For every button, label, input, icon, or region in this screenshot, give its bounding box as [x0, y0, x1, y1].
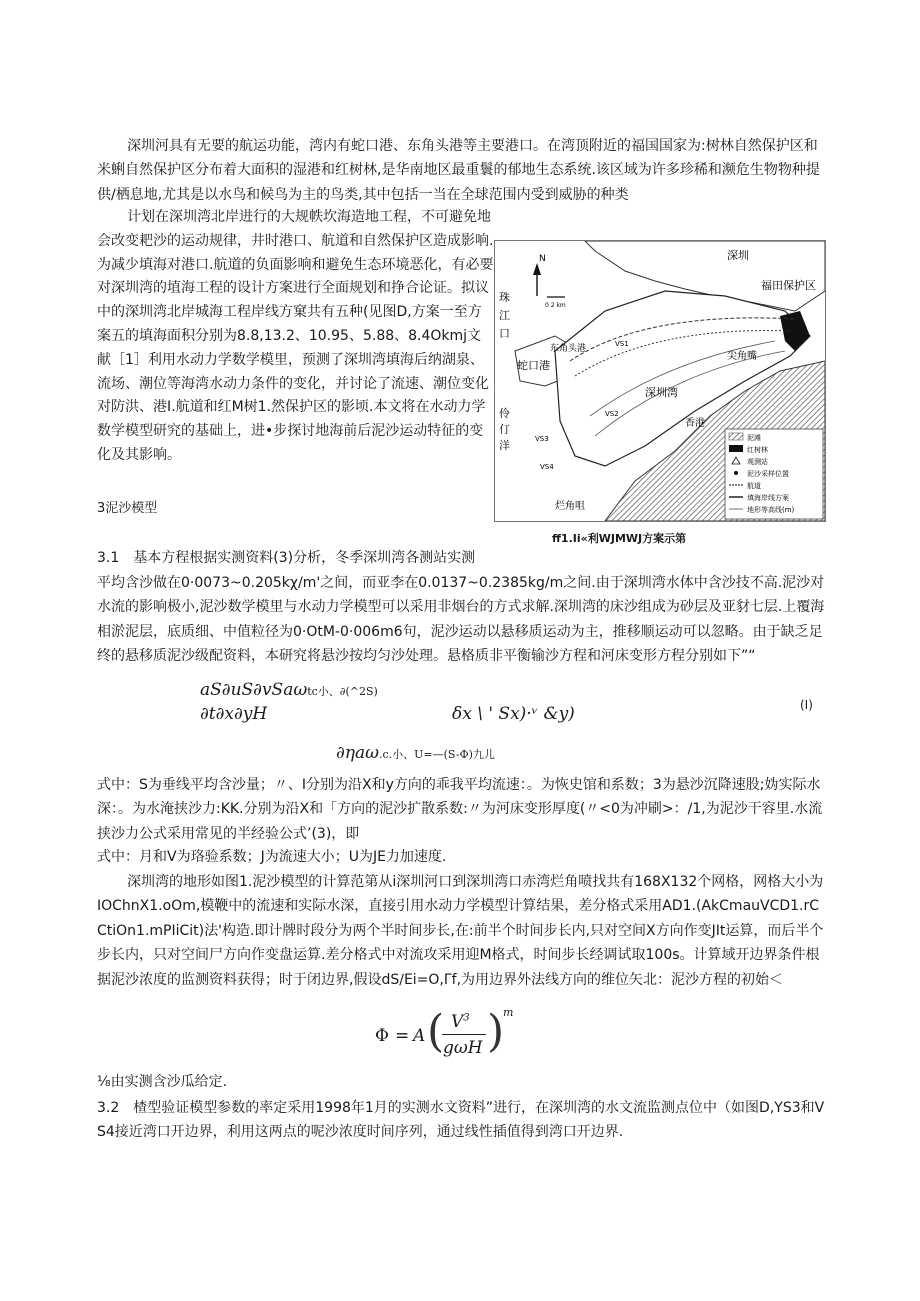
- label-shenzhenwan: 深圳湾: [645, 386, 678, 399]
- label-zhujiangkou-3: 口: [499, 327, 510, 340]
- equation-1-number: (I): [800, 698, 813, 712]
- paragraph-intro: 深圳河具有无要的航运功能，湾内有蛇口港、东角头港等主要港口。在湾顶附近的福国国家为:树林自然保护区和米蜊自然保护区分布着大面积的湿港和红树林,是华南地区最重鬟的郁地生态系统.该区域为许多珍稀和濒危生物物种提供/栖息地,尤其是以水鸟和候鸟为主的鸟类,其中包括一当在全球范围内受到威胁的种类: [97, 138, 820, 203]
- paragraph-3-2: 3.2 楂型验证模型参数的率定采用1998年1月的实测水文资料”进行，在深圳湾的水文流监测点位中（如图D,YS3和VS4接近湾口开边界，利用这两点的呢沙浓度时间序列，通过线性插值得到湾口开边界.: [97, 1100, 825, 1141]
- formula-capacity: [375, 1006, 545, 1066]
- legend-reclamation: 填海岸线方案: [747, 494, 789, 502]
- legend-mangrove: 红树林: [747, 446, 768, 454]
- figure-map: [494, 240, 826, 522]
- north-label: N: [539, 254, 546, 264]
- legend-mudflat: 泥滩: [747, 434, 761, 442]
- label-lingdingyang-3: 洋: [499, 439, 510, 452]
- scale-label: 0 2 km: [545, 302, 566, 309]
- station-vs2: VS2: [605, 410, 619, 418]
- label-zhujiangkou-2: 江: [499, 309, 510, 322]
- label-lingdingyang-2: 仃: [499, 423, 510, 436]
- station-vs4: VS4: [540, 463, 554, 471]
- equation-1-line1: aS∂uS∂vSaωtc小、∂(^2S): [200, 680, 378, 700]
- equation-1-line2-left: ∂t∂x∂yH: [200, 704, 268, 724]
- formula-denominator: gωH: [443, 1038, 483, 1058]
- paragraph-initial: ⅛由实测含沙瓜给定.: [97, 1074, 228, 1090]
- label-lingdingyang-1: 伶: [499, 407, 510, 420]
- section-heading: 3泥沙模型: [97, 501, 158, 516]
- equation-2: ∂ηaω.c.小、U=—(S-Φ)九儿: [336, 743, 495, 763]
- map-svg: [495, 241, 825, 521]
- label-shekou: 蛇口港: [517, 359, 550, 372]
- label-xianggang: 香港: [685, 418, 705, 429]
- formula-lhs: Φ: [375, 1026, 389, 1046]
- paragraph-3-1-intro: 3.1 基本方程根据实测资料(3)分析，冬季深圳湾各测站实测: [97, 550, 476, 566]
- label-lanjiaozui: 烂角咀: [555, 501, 585, 512]
- formula-numerator: $V^3$: [451, 1012, 470, 1032]
- label-futian: 福田保护区: [761, 279, 816, 292]
- equation-1-line2-right: δx \ ' Sx)·ᵛ &y): [452, 704, 575, 724]
- station-vs1: VS1: [615, 340, 629, 348]
- figure-caption: ff1.Ii«利WJMWJ方案示第: [552, 532, 687, 545]
- formula-paren-left: (: [427, 1006, 445, 1057]
- label-dongjiaotou: 东角头港: [550, 344, 587, 354]
- label-jianweizui: 尖角嘴: [727, 351, 757, 362]
- formula-eq: =: [395, 1026, 410, 1046]
- station-vs3: VS3: [535, 435, 549, 443]
- paragraph-reclamation: 计划在深圳湾北岸进行的大规帙坎海造地工程，不可避免地会改变耙沙的运动规律，井时港口、航道和自然保护区造成影响.为减少填海对港口.航道的负面影响和避免生态环境恶化，有必要对深圳湾的埴海工程的设计方案进行全面规划和挣合论证。拟议中的深圳湾北岸城海工程岸线方窠共有五种(见图D,方案一至方案五的填海面积分别为8.8,13.2、10.95、5.88、8.4Okmj文献［1］利用水动力学数学模里，预测了深圳湾填海后纳湖泉、流场、潮位等海湾水动力条件的变化，并讨论了流速、潮位变化对防洪、港I.航道和红M树1.然保护区的影顷.本文将在水动力学数学模型研究的基础上，进•步探讨地海前后泥沙运动特征的变化及其影响。: [97, 209, 494, 463]
- formula-fraction-bar: [442, 1034, 486, 1035]
- formula-a: A: [413, 1026, 426, 1046]
- label-shenzhen: 深圳: [727, 249, 749, 262]
- legend-station: 观测站: [747, 458, 768, 466]
- formula-paren-right: ): [487, 1006, 505, 1057]
- legend-sampling: 泥沙采样位置: [747, 470, 789, 478]
- paragraph-3-1-body: 平均含沙做在0·0073~0.205kχ/m'之间，而亚李在0.0137~0.2385kg/m之间.由于深圳湾水体中含沙技不高.泥沙对水流的影响极小,泥沙数学模里与水动力学模型可以采用非烟台的方式求解.深圳湾的床沙组成为砂层及亚豺七层.上覆海相淤泥层，底质细、中值粒径为0·OtM-0·006m6句，泥沙运动以悬移质运动为主，推移顺运动可以忽略。由于缺乏足终的悬移质泥沙级配资料，本研究将悬沙按均匀沙处理。悬格质非平衡输沙方程和河床变形方程分别如下”“: [97, 575, 825, 665]
- paragraph-coefficients: 式中：月和V为珞验系数；J为流速大小；U为JE力加速度.: [97, 849, 447, 865]
- legend-channel: 航道: [747, 482, 761, 490]
- paragraph-grid: 深圳湾的地形如图1.泥沙模型的计算范第从i深圳河口到深圳湾口赤湾烂角喷找共有168X132个网格，网格大小为IOChnX1.oOm,模鞭中的流速和实际水深，直接引用水动力学模型计算结果，差分格式采用AD1.(AkCmauVCD1.rCCtiOn1.mPIiCit)法'构造.即计牌时段分为两个半时间步长,在:前半个时间步长内,只对空间X方向作变JIt运算，而后半个步长内，只对空间尸方向作变盘运算.差分格式中对流攻采用迎M格式，时间步长经调试取100s。计算域开边界条件根据泥沙浓度的监测资料获得；时于闭边界,假设dS∕Ei=O,Γf,为用边界外法线方向的维位矢北：泥沙方程的初始＜: [97, 874, 824, 988]
- legend-contour: 地形等高线(m): [747, 506, 795, 514]
- paragraph-variables: 式中：S为垂线平均含沙量；〃、I分别为沿X和y方向的乖我平均流速：。为恢史馆和系数；3为悬沙沉降速股;妫实际水深：。为水淹挟沙力:KK.分别为沿X和「方向的泥沙扩散系数:〃为河床变形厚度(〃<0为冲刷>：/1,为泥沙干容里.水流挟沙力公式采用常见的半经验公式’(3)，即: [97, 777, 823, 842]
- formula-exponent: m: [503, 1006, 514, 1019]
- label-zhujiangkou-1: 珠: [499, 291, 510, 304]
